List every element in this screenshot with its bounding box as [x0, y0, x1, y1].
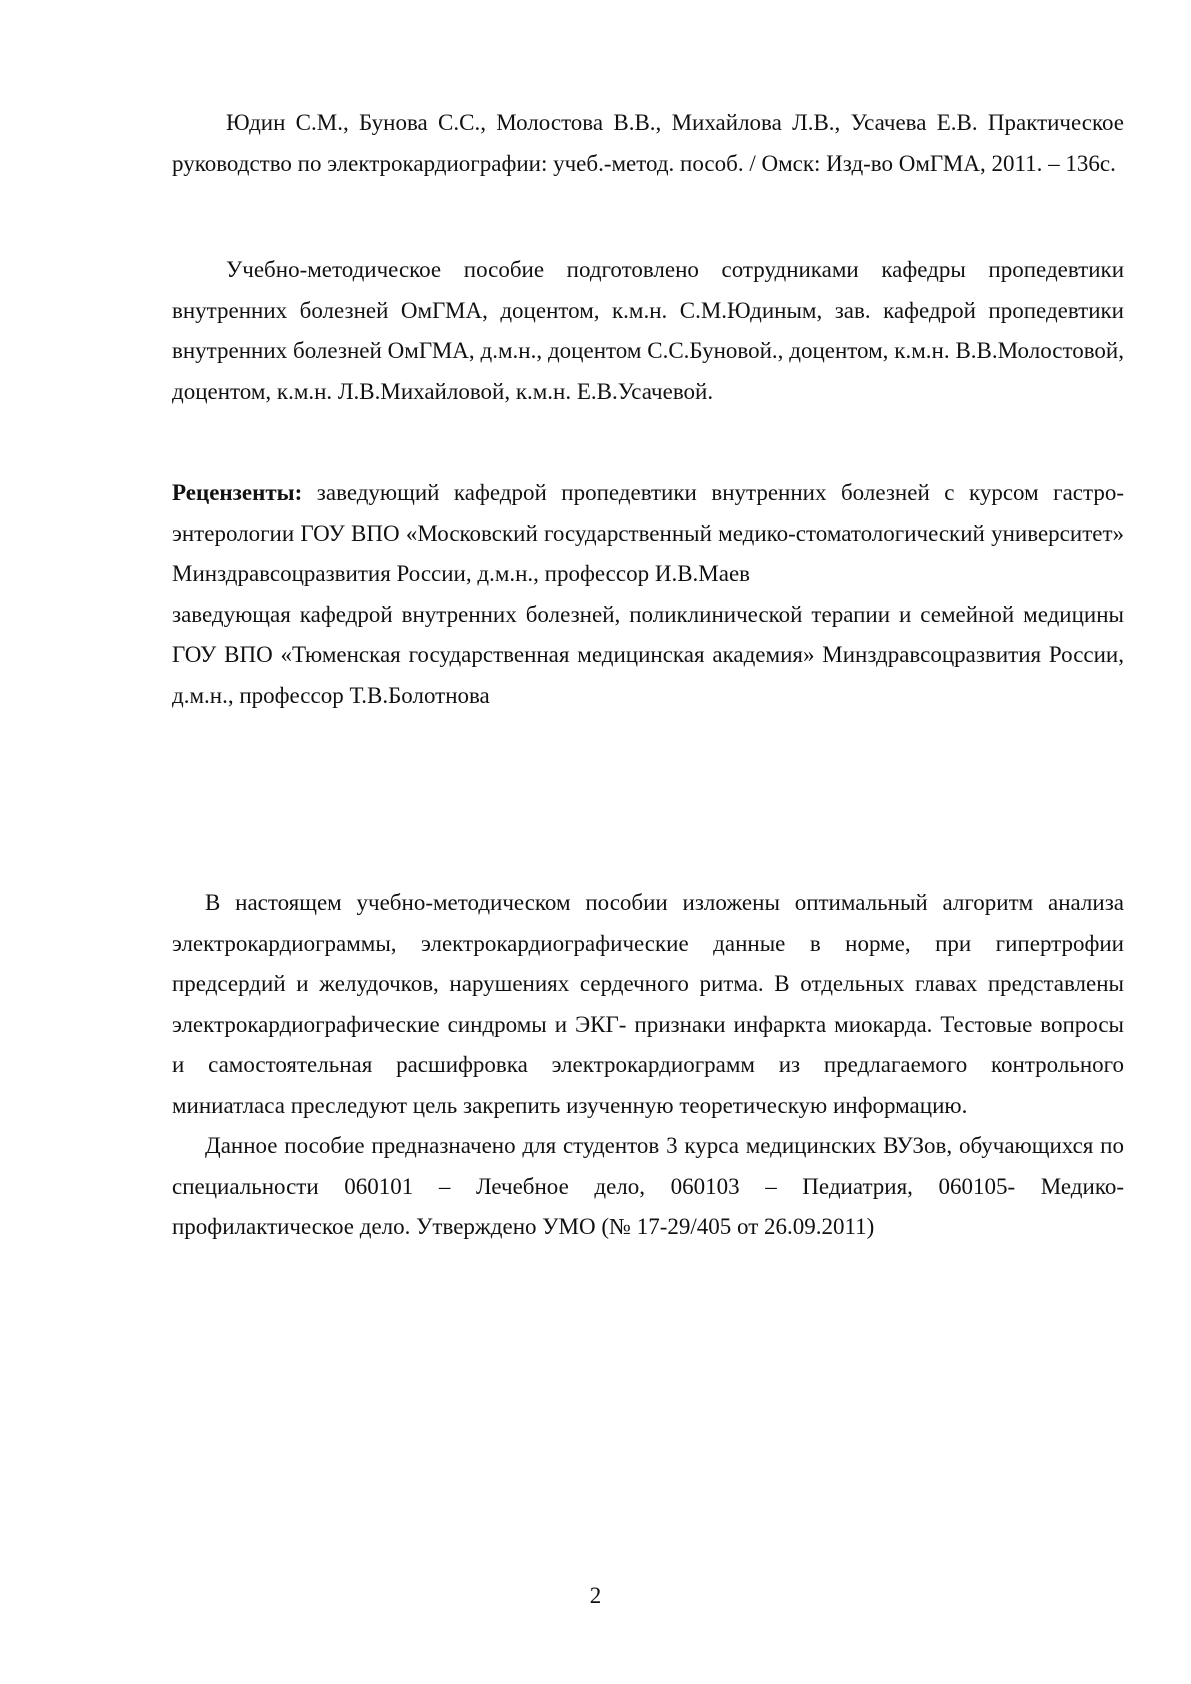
abstract-paragraph: В настоящем учебно-методическом пособии изложены оптимальный алгоритм анализа электрокардиограммы, электрокардиографические данные в норме, при гипертрофии предсердий и желудочков, нарушениях сердечного ритма. В отдельных главах представлены электрокардиографические синдромы и ЭКГ- признаки инфаркта миокарда. Тестовые вопросы и самостоятельная расшифровка электрокардиограмм из предлагаемого контрольного миниатласа преследуют цель закрепить изученную теоретическую информацию. [172, 890, 1124, 1118]
purpose-paragraph: Данное пособие предназначено для студентов 3 курса медицинских ВУЗов, обучающихся по специальности 060101 – Лечебное дело, 060103 – Педиатрия, 060105- Медико-профилактическое дело. Утверждено УМО (№ 17-29/405 от 26.09.2011) [172, 1133, 1124, 1239]
reviewer-2-paragraph: заведующая кафедрой внутренних болезней, поликлинической терапии и семейной медицины ГОУ ВПО «Тюменская государственная медицинская академия» Минздравсоцразвития России, д.м.н., профессор Т.В.Болотнова [172, 601, 1124, 708]
citation-block [172, 103, 1124, 184]
authors-paragraph: Учебно-методическое пособие подготовлено сотрудниками кафедры пропедевтики внутренних болезней ОмГМА, доцентом, к.м.н. С.М.Юдиным, зав. кафедрой пропедевтики внутренних болезней ОмГМА, д.м.н., доцентом С.С.Буновой., доцентом, к.м.н. В.В.Молостовой, доцентом, к.м.н. Л.В.Михайловой, к.м.н. Е.В.Усачевой. [172, 257, 1124, 404]
reviewers-label: Рецензенты: [172, 480, 303, 505]
abstract-block [172, 883, 1124, 1248]
reviewer-1-paragraph [172, 473, 1124, 595]
authors-block [172, 250, 1124, 412]
reviewer-1-text: заведующий кафедрой пропедевтики внутренних болезней с курсом гастроэнтерологии ГОУ ВПО «Московский государственный медико-стоматологический университет» Минздравсоцразвития России, д.м.н., профессор И.В.Маев [172, 480, 1124, 586]
page-number: 2 [589, 1583, 602, 1608]
reviewers-block [172, 473, 1124, 716]
citation-paragraph: Юдин С.М., Бунова С.С., Молостова В.В., Михайлова Л.В., Усачева Е.В. Практическое руководство по электрокардиографии: учеб.-метод. пособ. / Омск: Изд-во ОмГМА, 2011. – 136с. [172, 110, 1124, 176]
